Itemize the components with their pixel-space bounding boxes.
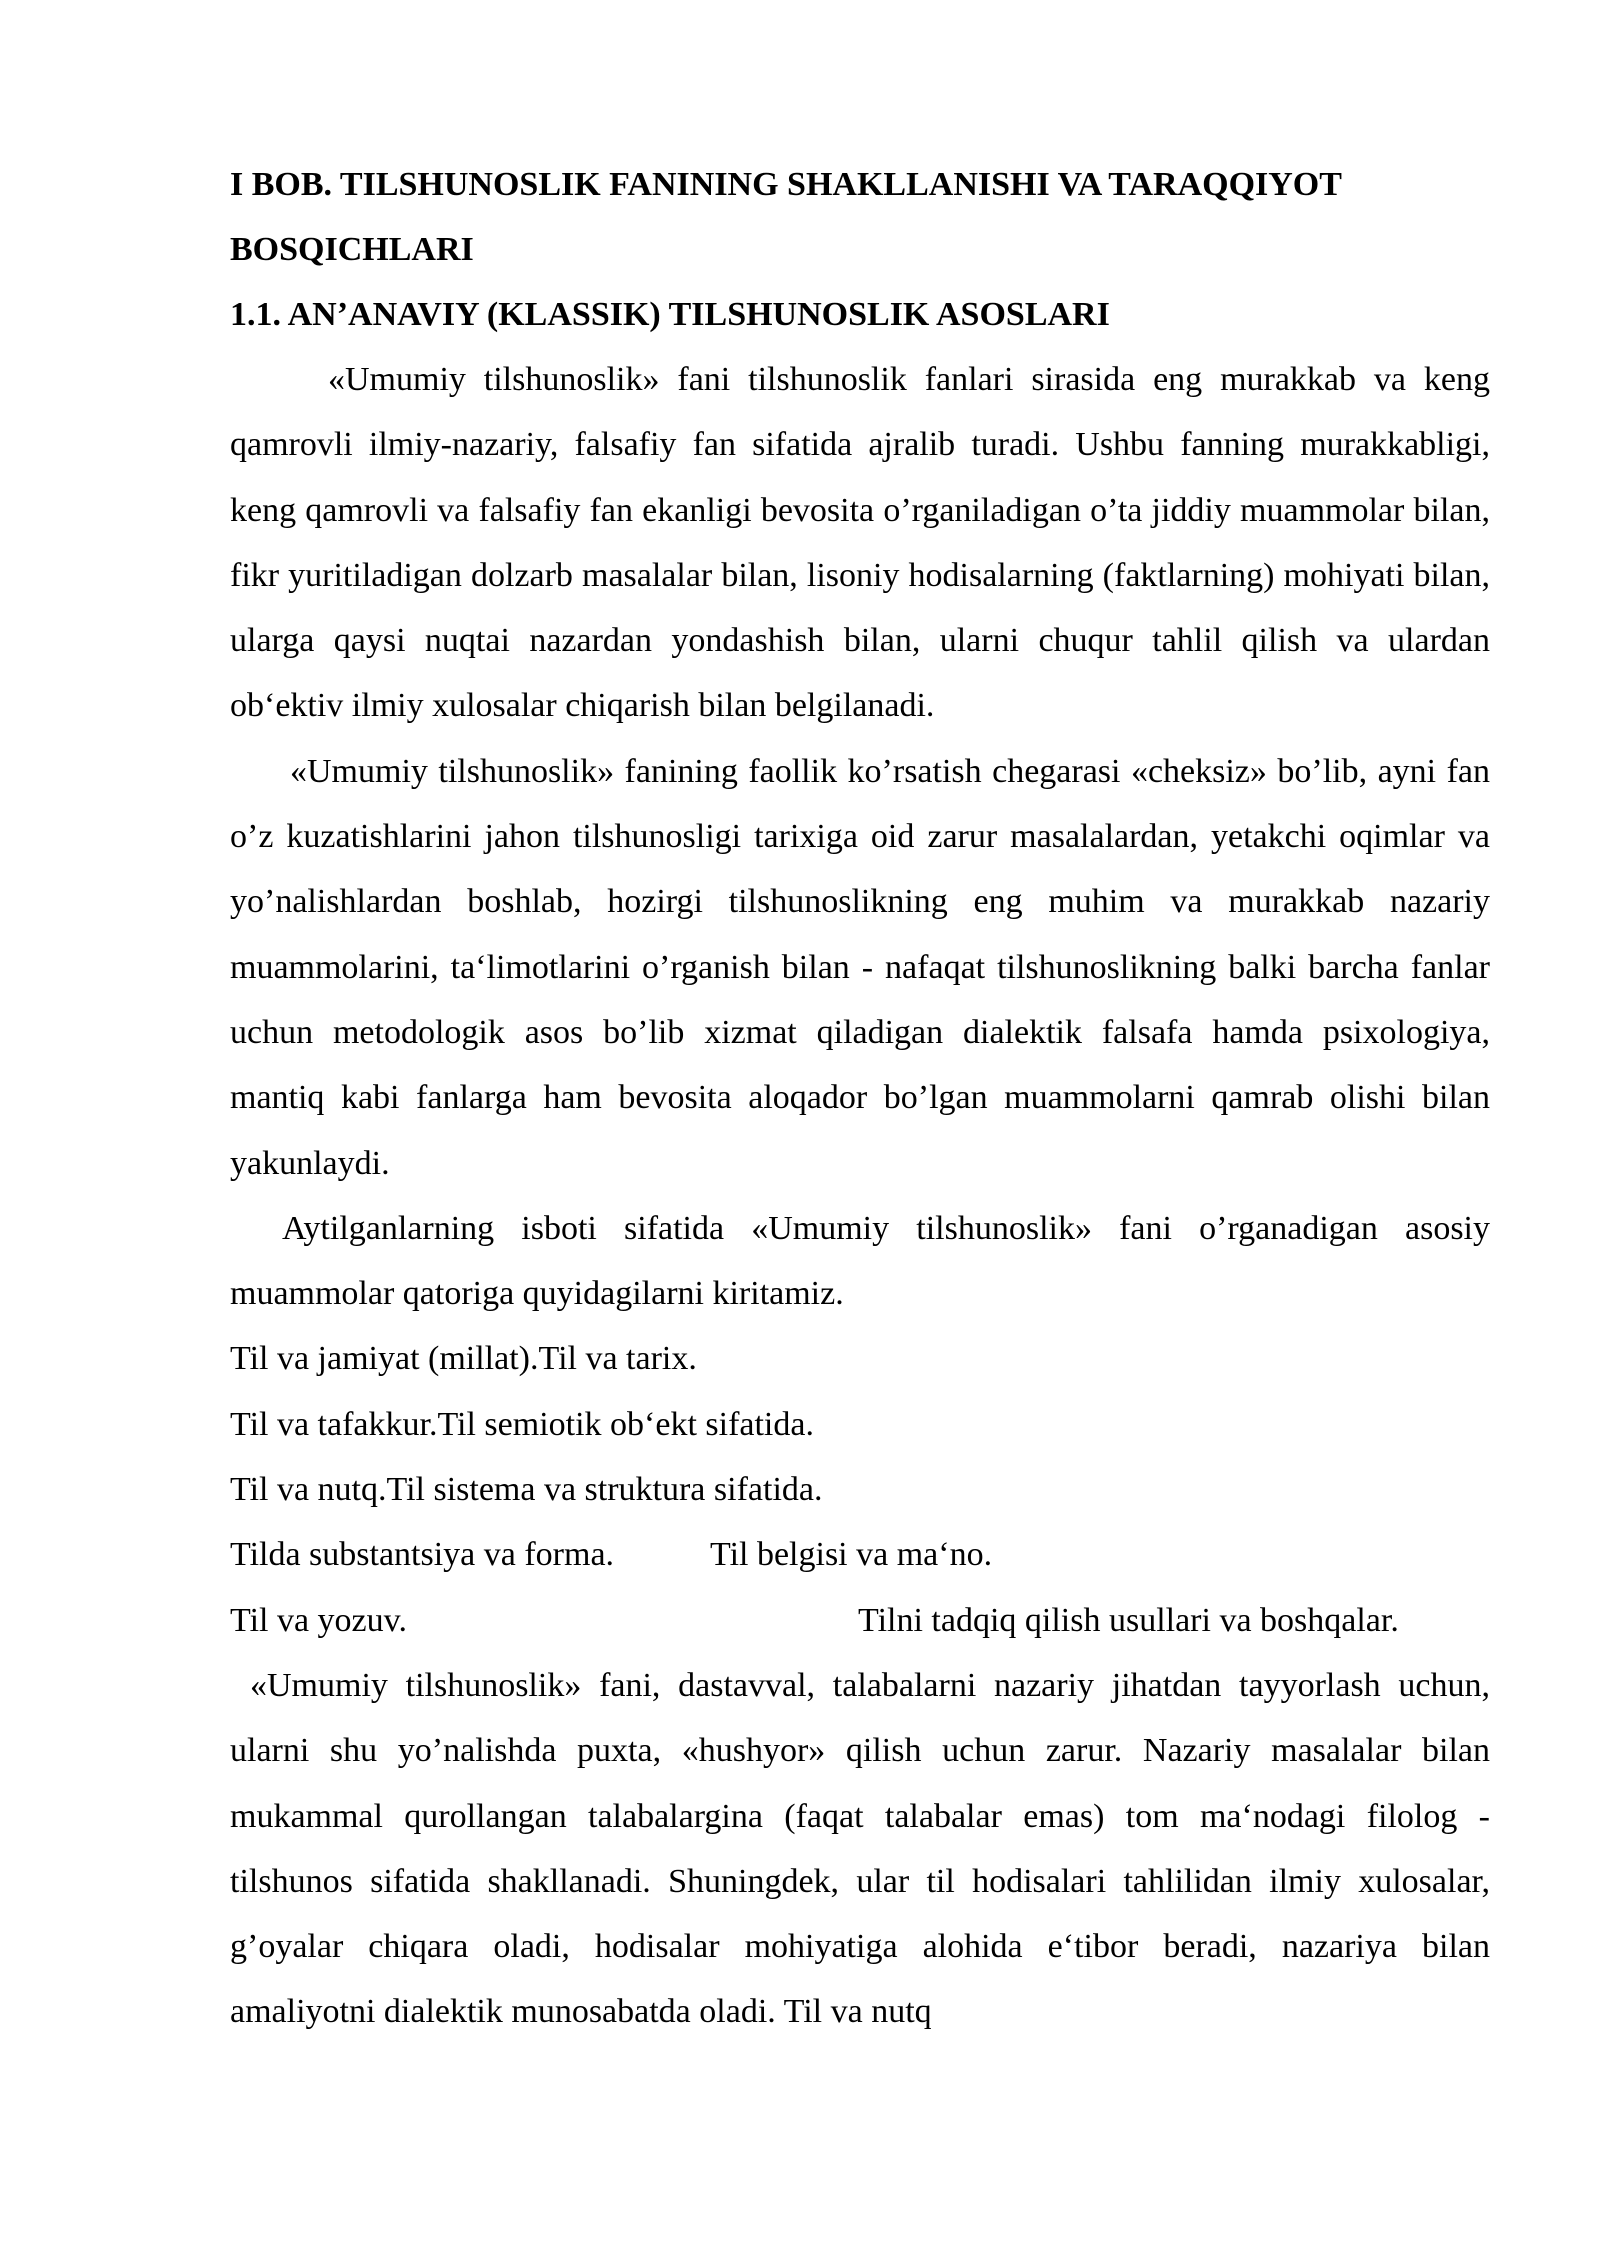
paragraph-2: «Umumiy tilshunoslik» fanining faollik ko’rsatish chegarasi «cheksiz» bo’lib, ayni fan o’z kuzatishlarini jahon tilshunosligi tarixiga oid zarur masalalardan, yetakchi oqimlar va yo’nalishlardan boshlab, hozirgi tilshunoslikning eng muhim va murakkab nazariy muammolarini, ta‘limotlarini o’rganish bilan - nafaqat tilshunoslikning balki barcha fanlar uchun metodologik asos bo’lib xizmat qiladigan dialektik falsafa hamda psixologiya, mantiq kabi fanlarga ham bevosita aloqador bo’lgan muammolarni qamrab olishi bilan yakunlaydi. xyxy=(230,752,1490,1182)
list-row xyxy=(230,1522,1490,1587)
list-item: Til va tafakkur.Til semiotik ob‘ekt sifatida. xyxy=(230,1405,814,1443)
document-body xyxy=(230,152,1490,2045)
list-item: Til va yozuv. xyxy=(230,1601,407,1639)
paragraph-3: Aytilganlarning isboti sifatida «Umumiy tilshunoslik» fani o’rganadigan asosiy muammolar qatoriga quyidagilarni kiritamiz. xyxy=(230,1209,1490,1313)
list-item: Til belgisi va ma‘no. xyxy=(710,1536,993,1574)
list-row xyxy=(230,1588,1490,1653)
list-item: Til va jamiyat (millat).Til va tarix. xyxy=(230,1340,697,1378)
list-item: Til va nutq.Til sistema va struktura sifatida. xyxy=(230,1471,823,1509)
chapter-heading: I BOB. TILSHUNOSLIK FANINING SHAKLLANISHI VA TARAQQIYOT BOSQICHLARI xyxy=(230,166,1342,268)
paragraph-1: «Umumiy tilshunoslik» fani tilshunoslik fanlari sirasida eng murakkab va keng qamrovli ilmiy-nazariy, falsafiy fan sifatida ajralib turadi. Ushbu fanning murakkabligi, keng qamrovli va falsafiy fan ekanligi bevosita o’rganiladigan o’ta jiddiy muammolar bilan, fikr yuritiladigan dolzarb masalalar bilan, lisoniy hodisalarning (faktlarning) mohiyati bilan, ularga qaysi nuqtai nazardan yondashish bilan, ularni chuqur tahlil qilish va ulardan ob‘ektiv ilmiy xulosalar chiqarish bilan belgilanadi. xyxy=(230,361,1490,725)
section-heading: 1.1. AN’ANAVIY (KLASSIK) TILSHUNOSLIK ASOSLARI xyxy=(230,296,1110,333)
list-item: Tilda substantsiya va forma. xyxy=(230,1536,615,1574)
paragraph-4: «Umumiy tilshunoslik» fani, dastavval, talabalarni nazariy jihatdan tayyorlash uchun, ularni shu yo’nalishda puxta, «hushyor» qilish uchun zarur. Nazariy masalalar bilan mukammal qurollangan talabalargina (faqat talabalar emas) tom ma‘nodagi filolog - tilshunos sifatida shakllanadi. Shuningdek, ular til hodisalari tahlilidan ilmiy xulosalar, g’oyalar chiqara oladi, hodisalar mohiyatiga alohida e‘tibor beradi, nazariya bilan amaliyotni dialektik munosabatda oladi. Til va nutq xyxy=(230,1666,1490,2031)
list-item: Tilni tadqiq qilish usullari va boshqalar. xyxy=(858,1601,1399,1639)
